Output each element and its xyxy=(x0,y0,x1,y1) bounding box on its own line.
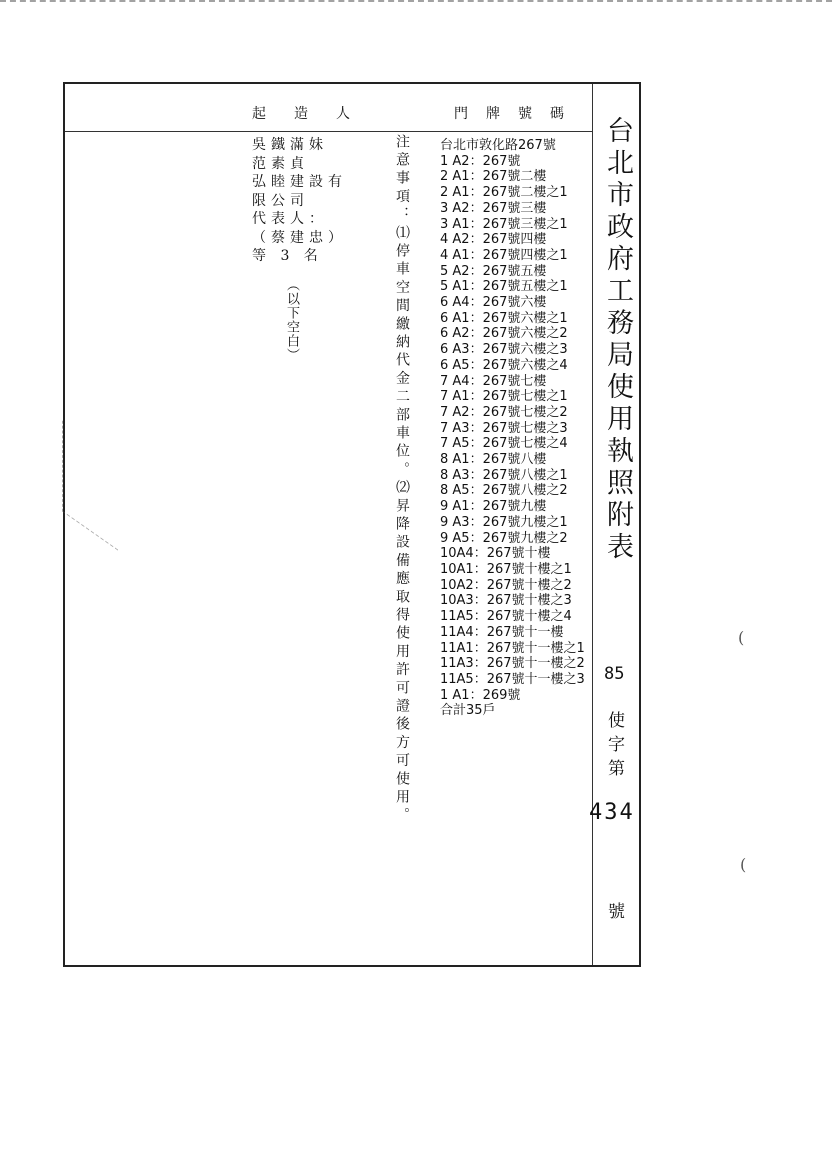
address-line: 7 A3：267號七樓之3 xyxy=(440,420,568,436)
applicant-line: 吳鐵滿妹 xyxy=(252,137,328,153)
address-line: 5 A2：267號五樓 xyxy=(440,263,547,279)
address-line: 9 A1：267號九樓 xyxy=(440,499,547,515)
address-line: 9 A5：267號九樓之2 xyxy=(440,530,568,546)
reference-char-2: 字 xyxy=(608,735,625,755)
address-column-header: 門牌號碼 xyxy=(454,106,582,122)
address-line: 8 A3：267號八樓之1 xyxy=(440,467,568,483)
address-line: 10A1：267號十樓之1 xyxy=(440,561,572,577)
address-line: 4 A2：267號四樓 xyxy=(440,232,547,248)
address-line: 11A1：267號十一樓之1 xyxy=(440,640,585,656)
blank-below-mark: （以下空白） xyxy=(284,278,299,362)
applicant-line: （蔡建忠） xyxy=(252,229,347,246)
address-line: 2 A1：267號二樓之1 xyxy=(440,185,568,201)
scan-bracket-artifact: ( xyxy=(738,628,745,647)
notes-column: 注意事項：⑴停車空間繳納代金二部車位。⑵昇降設備應取得使用許可證後方可使用。 xyxy=(394,134,410,826)
address-line: 10A4：267號十樓 xyxy=(440,546,551,562)
address-line: 11A5：267號十樓之4 xyxy=(440,609,572,625)
reference-char-3: 第 xyxy=(608,759,625,779)
address-line: 10A2：267號十樓之2 xyxy=(440,577,572,593)
address-line: 6 A5：267號六樓之4 xyxy=(440,357,568,373)
applicant-line: 范素貞 xyxy=(252,155,309,172)
address-line: 1 A1：269號 xyxy=(440,687,521,703)
address-line: 7 A1：267號七樓之1 xyxy=(440,389,568,405)
address-line: 5 A1：267號五樓之1 xyxy=(440,279,568,295)
scan-bracket-artifact: ( xyxy=(740,855,747,874)
address-line: 11A5：267號十一樓之3 xyxy=(440,671,585,687)
address-line: 3 A2：267號三樓 xyxy=(440,200,547,216)
address-line: 11A3：267號十一樓之2 xyxy=(440,656,585,672)
title-column-divider xyxy=(592,84,593,965)
applicant-line: 限公司 xyxy=(252,192,309,209)
address-line: 合計35戶 xyxy=(440,703,496,719)
scan-edge-noise xyxy=(0,0,832,10)
document-title: 台北市政府工務局使用執照附表 xyxy=(602,116,633,564)
applicant-list xyxy=(252,136,347,266)
address-line: 3 A1：267號三樓之1 xyxy=(440,216,568,232)
applicant-line: 代表人： xyxy=(252,211,328,227)
reference-suffix: 號 xyxy=(608,902,625,922)
reference-char-1: 使 xyxy=(608,711,625,731)
address-line: 8 A1：267號八樓 xyxy=(440,452,547,468)
applicant-column-header: 起造人 xyxy=(252,106,378,122)
reference-number: 434 xyxy=(589,800,635,825)
address-line: 7 A5：267號七樓之4 xyxy=(440,436,568,452)
address-line: 6 A2：267號六樓之2 xyxy=(440,326,568,342)
header-divider xyxy=(65,131,592,132)
address-line: 1 A2：267號 xyxy=(440,153,521,169)
address-line: 8 A5：267號八樓之2 xyxy=(440,483,568,499)
applicant-line: 弘睦建設有 xyxy=(252,174,347,190)
applicant-line: 等 3 名 xyxy=(252,248,323,264)
address-line: 7 A2：267號七樓之2 xyxy=(440,404,568,420)
address-line: 11A4：267號十一樓 xyxy=(440,624,564,640)
address-line: 6 A3：267號六樓之3 xyxy=(440,342,568,358)
address-line: 6 A4：267號六樓 xyxy=(440,295,547,311)
address-line: 4 A1：267號四樓之1 xyxy=(440,247,568,263)
address-line: 台北市敦化路267號 xyxy=(440,138,556,153)
address-list xyxy=(440,138,585,719)
address-line: 6 A1：267號六樓之1 xyxy=(440,310,568,326)
address-line: 9 A3：267號九樓之1 xyxy=(440,514,568,530)
address-line: 10A3：267號十樓之3 xyxy=(440,593,572,609)
reference-year: 85 xyxy=(604,664,625,684)
address-line: 7 A4：267號七樓 xyxy=(440,373,547,389)
address-line: 2 A1：267號二樓 xyxy=(440,169,547,185)
